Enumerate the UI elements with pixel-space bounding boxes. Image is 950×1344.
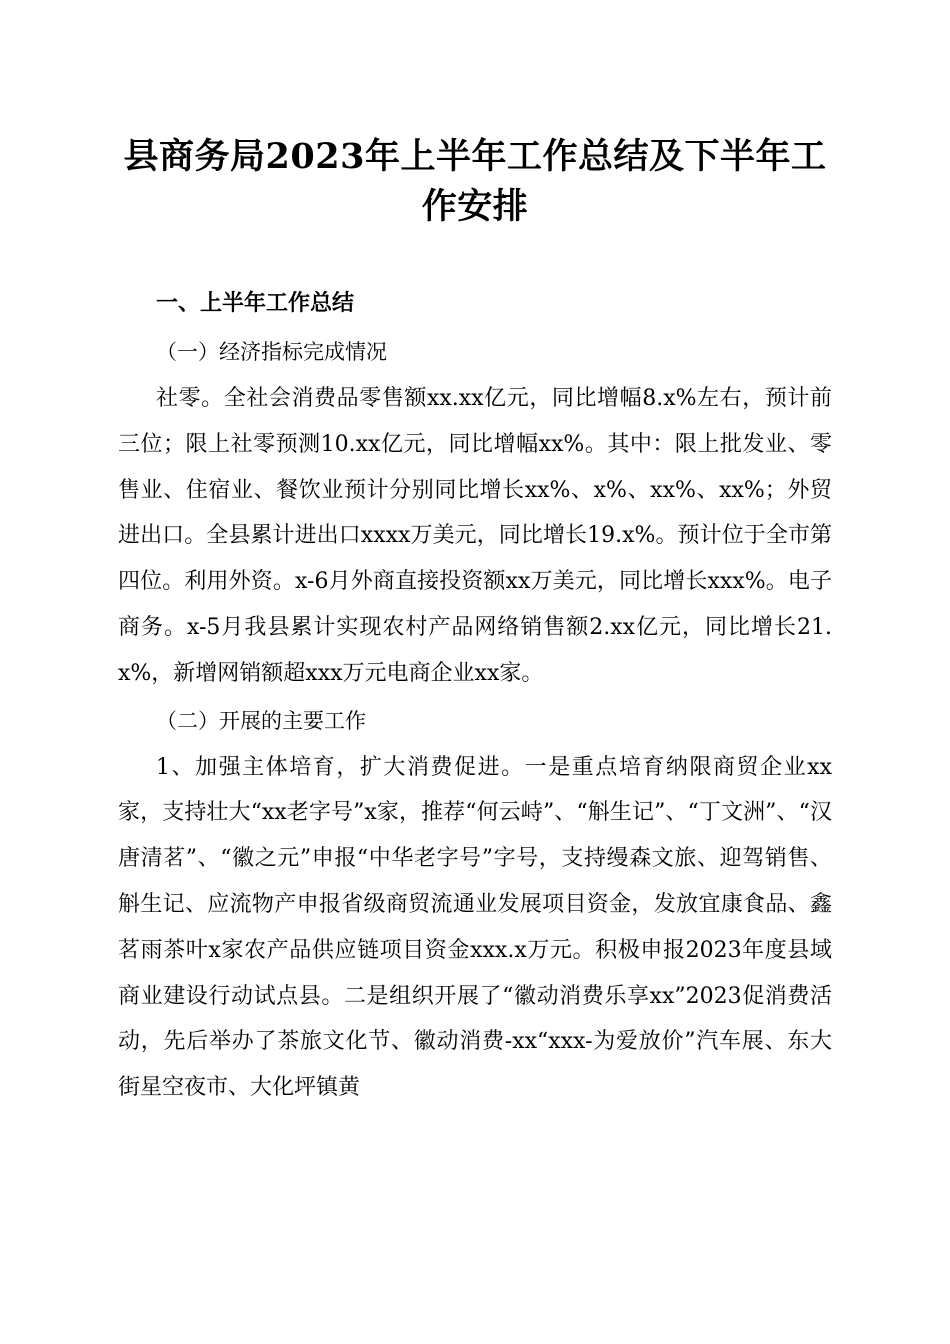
section-heading-first-half-summary: 一、上半年工作总结 bbox=[156, 291, 355, 316]
paragraph-main-work: 1、加强主体培育，扩大消费促进。一是重点培育纳限商贸企业xx家，支持壮大“xx老字号”x家，推荐“何云峙”、“斛生记”、“丁文洲”、“汉唐清茗”、“徽之元”申报“中华老字号”字号，支持缦森文旅、迎驾销售、斛生记、应流物产申报省级商贸流通业发展项目资金，发放宜康食品、鑫茗雨茶叶x家农产品供应链项目资金xxx.x万元。积极申报2023年度县域商业建设行动试点县。二是组织开展了“徽动消费乐享xx”2023促消费活动，先后举办了茶旅文化节、徽动消费-xx“xxx-为爱放价”汽车展、东大街星空夜市、大化坪镇黄 bbox=[118, 754, 832, 1101]
subsection-heading-main-work: （二）开展的主要工作 bbox=[156, 708, 366, 733]
document-title-line-1: 县商务局2023年上半年工作总结及下半年工 bbox=[123, 136, 827, 177]
paragraph-economic-indicators: 社零。全社会消费品零售额xx.xx亿元，同比增幅8.x%左右，预计前三位；限上社零预测10.xx亿元，同比增幅xx%。其中：限上批发业、零售业、住宿业、餐饮业预计分别同比增长xx%、x%、xx%、xx%；外贸进出口。全县累计进出口xxxx万美元，同比增长19.x%。预计位于全市第四位。利用外资。x-6月外商直接投资额xx万美元，同比增长xxx%。电子商务。x-5月我县累计实现农村产品网络销售额2.xx亿元，同比增长21.x%，新增网销额超xxx万元电商企业xx家。 bbox=[118, 386, 832, 686]
document-title-line-2: 作安排 bbox=[421, 186, 529, 227]
document-title bbox=[110, 132, 840, 232]
subsection-heading-economic-indicators: （一）经济指标完成情况 bbox=[156, 340, 387, 364]
document-body bbox=[118, 280, 832, 1111]
